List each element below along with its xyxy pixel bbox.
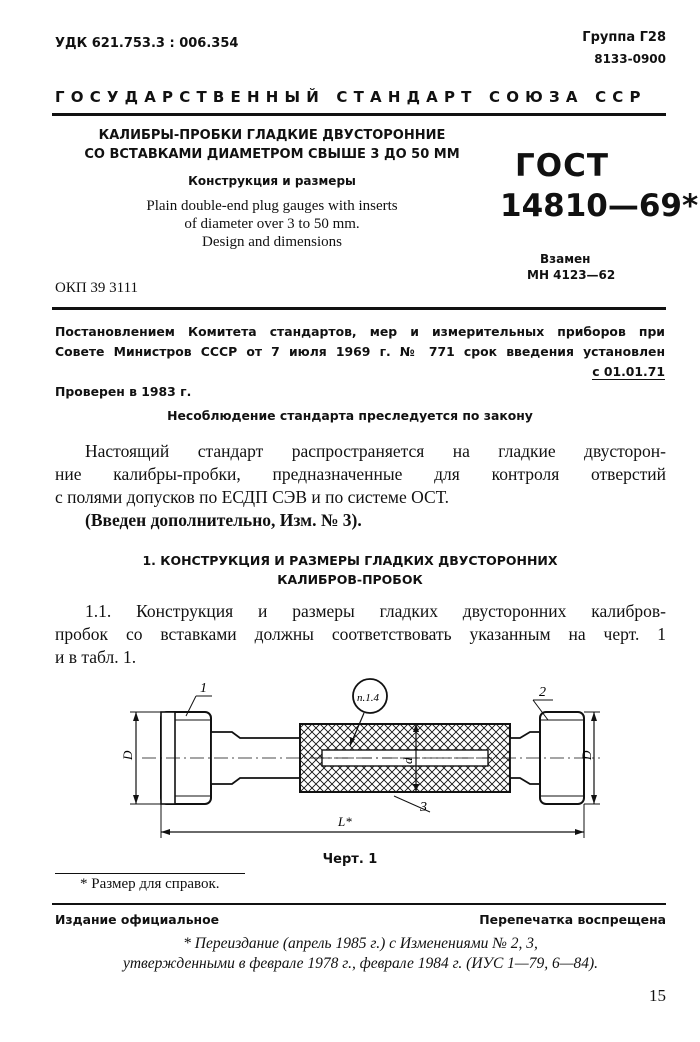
decree-line-1: Постановлением Комитета стандартов, мер и измерительных приборов при xyxy=(55,324,665,339)
label-d: d xyxy=(400,757,415,764)
intro-paragraph xyxy=(55,440,666,532)
title-rule xyxy=(52,307,666,310)
replaces-code: МН 4123—62 xyxy=(527,268,616,282)
figure-caption: Черт. 1 xyxy=(322,852,378,867)
footer-rule xyxy=(52,903,666,905)
label-part-3: 3 xyxy=(420,800,427,815)
official-edition: Издание официальное xyxy=(55,912,220,927)
clause-1-1-line-2: пробок со вставками должны соответствовать указанным на черт. 1 xyxy=(55,624,666,644)
okp-code: ОКП 39 3111 xyxy=(55,280,139,296)
reissue-note xyxy=(55,934,666,974)
legal-warning: Несоблюдение стандарта преследуется по закону xyxy=(167,408,533,423)
label-part-2: 2 xyxy=(539,685,546,700)
label-part-1: 1 xyxy=(200,681,207,696)
decree-line-2: Совете Министров СССР от 7 июля 1969 г. № 771 срок введения установлен xyxy=(55,344,665,359)
intro-amendment: (Введен дополнительно, Изм. № 3). xyxy=(85,510,362,530)
clause-1-1 xyxy=(55,600,666,669)
title-block xyxy=(52,126,492,251)
title-en-2: of diameter over 3 to 50 mm. xyxy=(184,216,360,232)
gost-label: ГОСТ xyxy=(515,148,610,184)
reissue-line-2: утвержденными в феврале 1978 г., феврале 1984 г. (ИУС 1—79, 6—84). xyxy=(122,955,599,972)
top-rule xyxy=(52,113,666,116)
okstu-code: 8133-0900 xyxy=(594,52,666,66)
label-D-right: D xyxy=(579,750,594,760)
footnote-rule xyxy=(55,873,245,874)
section-1-heading-line-2: КАЛИБРОВ-ПРОБОК xyxy=(277,572,423,587)
footnote: * Размер для справок. xyxy=(80,876,220,892)
intro-line-3: с полями допусков по ЕСДП СЭВ и по системе ОСТ. xyxy=(55,487,449,507)
clause-1-1-line-1: 1.1. Конструкция и размеры гладких двусторонних калибров- xyxy=(85,601,666,621)
state-standard-heading: ГОСУДАРСТВЕННЫЙ СТАНДАРТ СОЮЗА ССР xyxy=(55,88,647,106)
section-1-heading xyxy=(0,551,700,589)
checked-year: Проверен в 1983 г. xyxy=(55,384,192,399)
udk-code: УДК 621.753.3 : 006.354 xyxy=(55,36,239,51)
label-D-left: D xyxy=(120,750,135,760)
label-L: L* xyxy=(338,814,352,829)
clause-1-1-line-3: и в табл. 1. xyxy=(55,647,137,667)
title-line-1: КАЛИБРЫ-ПРОБКИ ГЛАДКИЕ ДВУСТОРОННИЕ xyxy=(98,128,446,143)
title-en-1: Plain double-end plug gauges with inserts xyxy=(146,198,398,214)
title-subtitle: Конструкция и размеры xyxy=(188,174,356,188)
intro-line-2: ние калибры-пробки, предназначенные для контроля отверстий xyxy=(55,464,666,484)
callout-ref: п.1.4 xyxy=(357,692,379,704)
intro-line-1: Настоящий стандарт распространяется на гладкие двусторон- xyxy=(85,441,666,461)
plug-gauge-drawing xyxy=(0,660,700,850)
title-line-2: СО ВСТАВКАМИ ДИАМЕТРОМ СВЫШЕ 3 ДО 50 ММ xyxy=(84,147,460,162)
reissue-line-1: * Переиздание (апрель 1985 г.) с Изменениями № 2, 3, xyxy=(183,935,538,952)
section-1-heading-line-1: 1. КОНСТРУКЦИЯ И РАЗМЕРЫ ГЛАДКИХ ДВУСТОРОННИХ xyxy=(142,553,558,568)
title-en-3: Design and dimensions xyxy=(202,234,342,250)
decree-date: с 01.01.71 xyxy=(592,364,665,379)
page-number: 15 xyxy=(649,986,666,1005)
group-code: Группа Г28 xyxy=(582,30,666,45)
reprint-prohibited: Перепечатка воспрещена xyxy=(479,912,666,927)
decree-block xyxy=(55,322,665,382)
gost-number: 14810—69* xyxy=(500,188,699,224)
replaces-label: Взамен xyxy=(540,252,591,266)
